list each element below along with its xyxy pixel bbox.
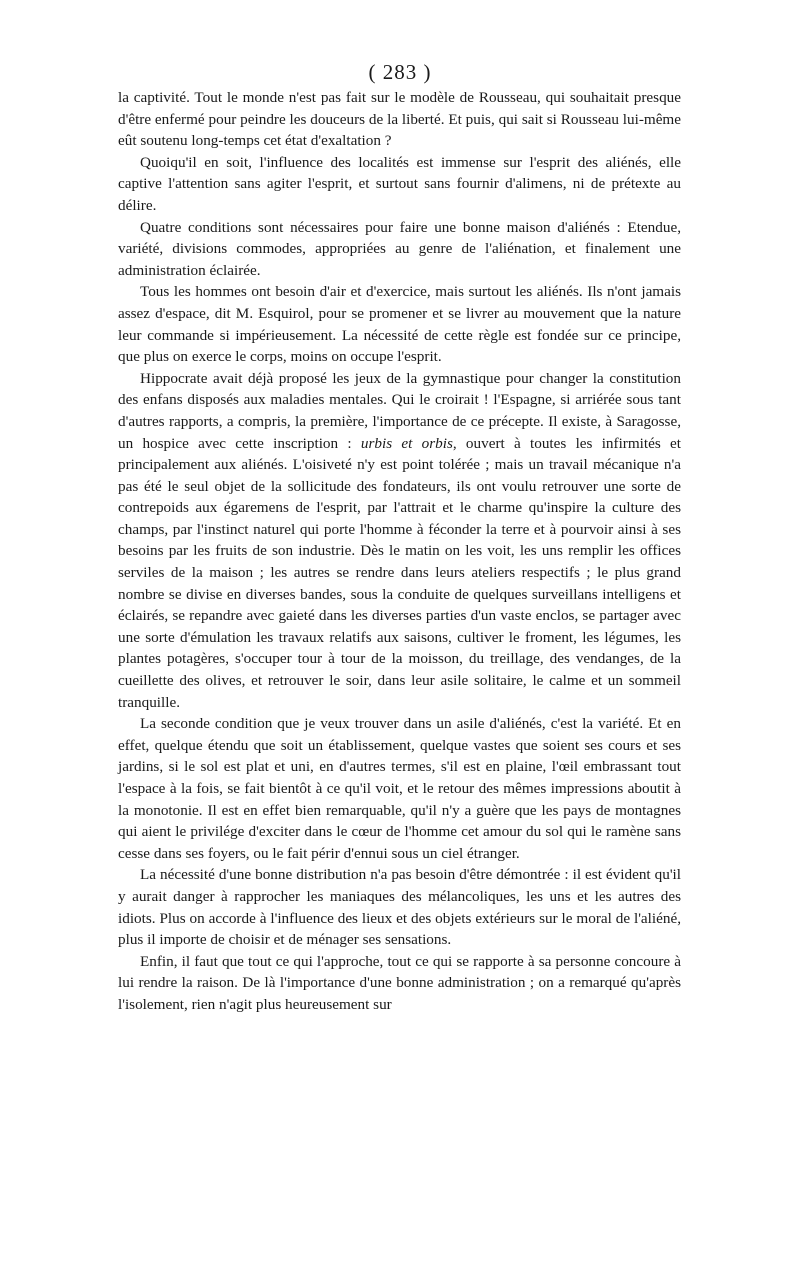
paragraph-variete: La seconde condition que je veux trouver dans un asile d'aliénés, c'est la variété. Et en effet, quelque étendu que soit un établissement, quelque vastes que soient ses cours et ses jardins, si le sol est plat et uni, en d'autres termes, s'il est en plaine, l'œil embrassant tout l'espace à la fois, se fait bientôt à ce qu'il voit, et le retour des mêmes impressions aboutit à la monotonie. Il est en effet bien remarquable, qu'il n'y a guère que les pays de montagnes qui aient le privilége d'exciter dans le cœur de l'homme cet amour du sol qui le ramène sans cesse dans ses foyers, ou le fait périr d'ennui sous un ciel étranger.: [118, 715, 681, 862]
page-number: ( 283 ): [368, 60, 432, 84]
paragraph-administration: Enfin, il faut que tout ce qui l'approche, tout ce qui se rapporte à sa personne concoure à lui rendre la raison. De là l'importance d'une bonne administration ; on a remarqué qu'après l'isolement, rien n'agit plus heureusement sur: [118, 952, 681, 1013]
paragraph-quatre-conditions: Quatre conditions sont nécessaires pour faire une bonne maison d'aliénés : Etendue, variété, divisions commodes, appropriées au genre de l'aliénation, et finalement une administration éclairée.: [118, 218, 681, 279]
paragraph-hippocrate-end: , ouvert à toutes les infirmités et principalement aux aliénés. L'oisiveté n'y est point tolérée ; mais un travail mécanique n'a pas été le seul objet de la sollicitude des fondateurs, ils ont voulu retrouver une sorte de contrepoids aux égaremens de l'esprit, par l'attrait et le charme qu'inspire la culture des champs, par l'instinct naturel qui porte l'homme à féconder la terre et à pourvoir ainsi à ses besoins par les fruits de son industrie. Dès le matin on les voit, les uns remplir les offices serviles de la maison ; les autres se rendre dans leurs ateliers respectifs ; le plus grand nombre se divise en diverses bandes, sous la conduite de quelques surveillans intelligens et éclairés, se repandre avec gaieté dans les diverses parties d'un vaste enclos, se partager avec une sorte d'émulation les travaux relatifs aux saisons, cultiver le froment, les légumes, les plantes potagères, s'occuper tour à tour de la moisson, du treillage, des vendanges, de la cueillette des olives, et retrouver le soir, dans leur asile solitaire, le calme et un sommeil tranquille.: [118, 434, 681, 711]
paragraph-air-exercice: Tous les hommes ont besoin d'air et d'exercice, mais surtout les aliénés. Ils n'ont jamais assez d'espace, dit M. Esquirol, pour se promener et se livrer au mouvement que la nature leur commande si impérieusement. La nécessité de cette règle est fondée sur ce principe, que plus on exerce le corps, moins on occupe l'esprit.: [118, 283, 681, 366]
body-text: [118, 87, 681, 1016]
paragraph-hippocrate: [118, 368, 681, 714]
paragraph-distribution: La nécessité d'une bonne distribution n'a pas besoin d'être démontrée : il est évident qu'il y aurait danger à rapprocher les maniaques des mélancoliques, les uns et les autres des idiots. Plus on accorde à l'influence des lieux et des objets extérieurs sur le moral de l'aliéné, plus il importe de choisir et de ménager ses sensations.: [118, 866, 681, 949]
paragraph-rousseau: la captivité. Tout le monde n'est pas fait sur le modèle de Rousseau, qui souhaitait presque d'être enfermé pour peindre les douceurs de la liberté. Et puis, qui sait si Rousseau lui-même eût soutenu long-temps cet état d'exaltation ?: [118, 89, 681, 150]
inscription-urbis-et-orbis: urbis et orbis: [360, 434, 453, 452]
paragraph-hippocrate-start: Hippocrate avait déjà proposé les jeux de la gymnastique pour changer la constitution des enfans disposés aux maladies mentales. Qui le croirait ! l'Espagne, si arriérée sous tant d'autres rapports, a compris, la première, l'importance de ce précepte. Il existe, à Saragosse, un hospice avec cette inscription :: [118, 369, 681, 452]
paragraph-localites: Quoiqu'il en soit, l'influence des localités est immense sur l'esprit des aliénés, elle captive l'attention sans agiter l'esprit, et surtout sans fournir d'alimens, ni de prétexte au délire.: [118, 153, 681, 214]
